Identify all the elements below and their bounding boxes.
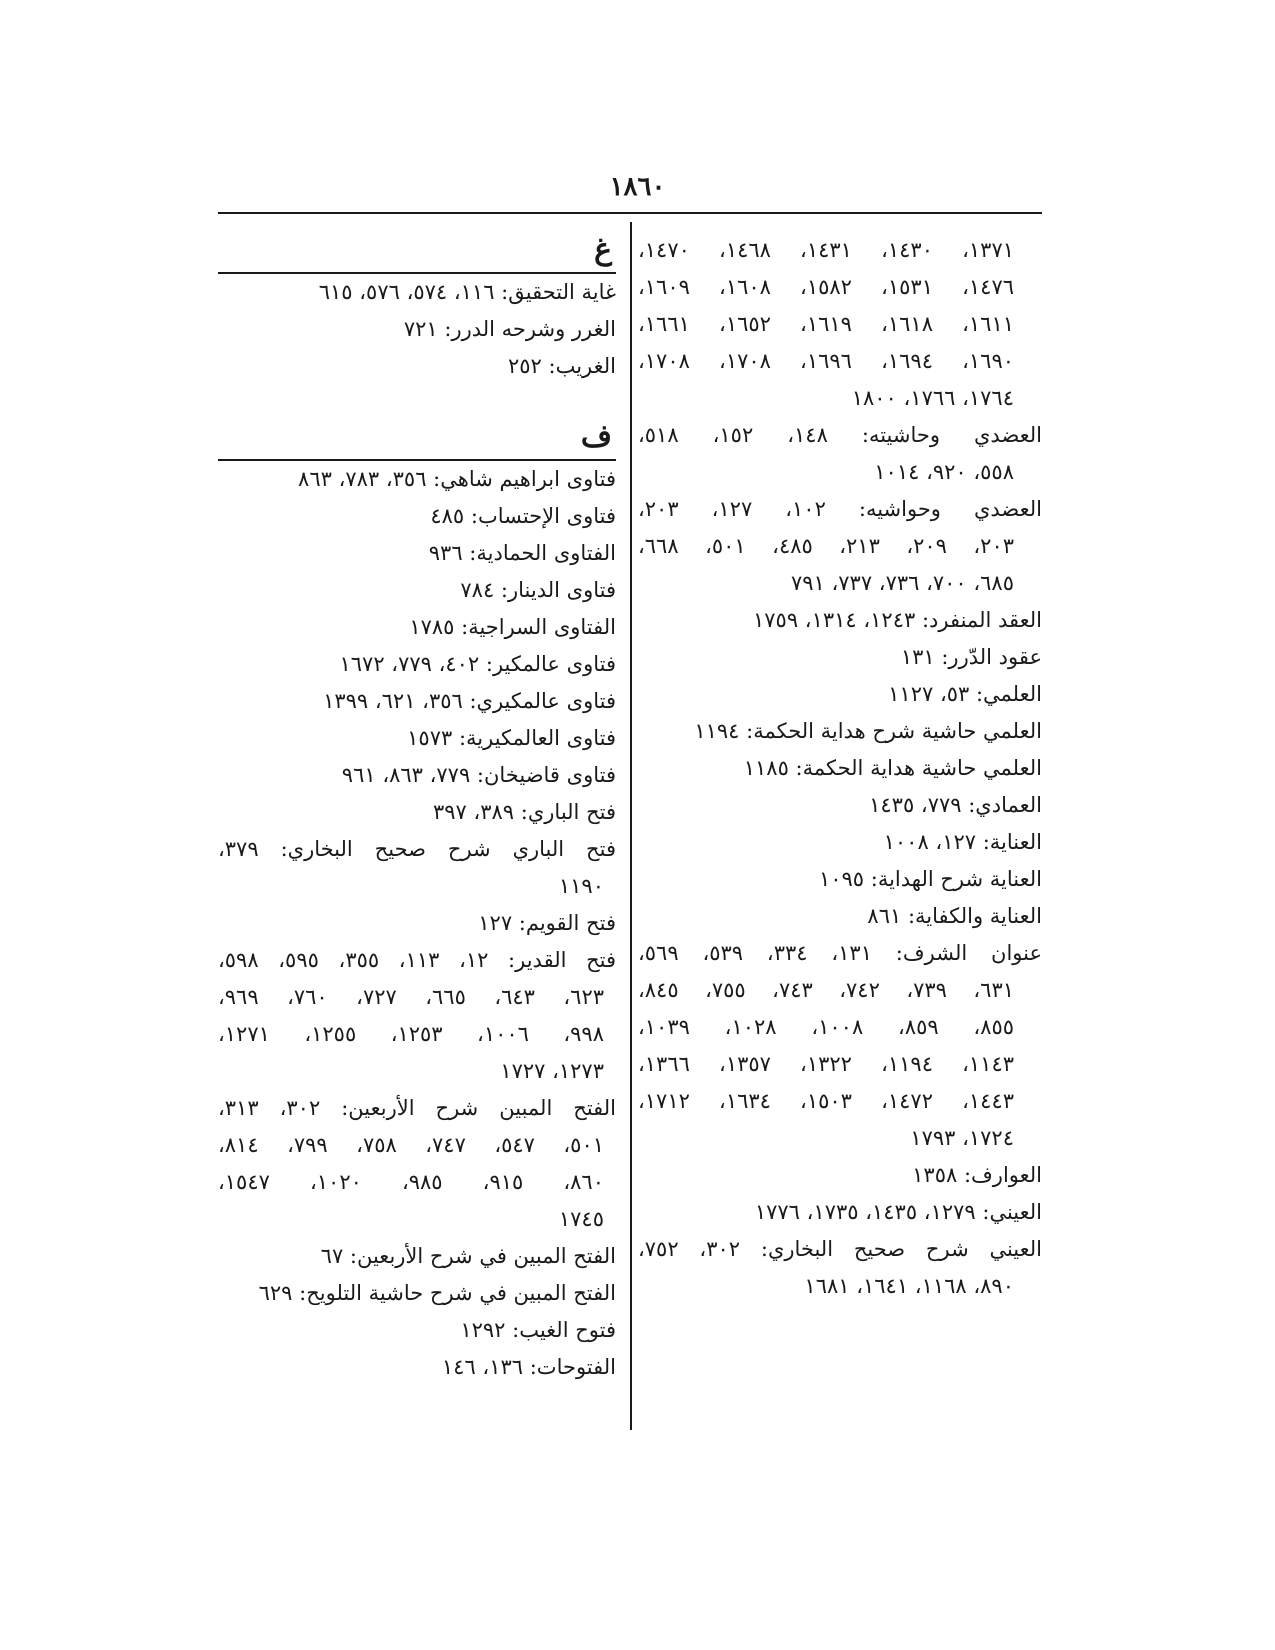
index-entry: العيني شرح صحيح البخاري: ٣٠٢، ٧٥٢، (638, 1237, 1043, 1261)
index-entry: فتح الباري: ٣٨٩، ٣٩٧ (432, 800, 616, 824)
index-line: ١٦١١، ١٦١٨، ١٦١٩، ١٦٥٢، ١٦٦١، (638, 312, 1015, 336)
index-entry: فتح الباري شرح صحيح البخاري: ٣٧٩، (218, 837, 616, 861)
index-entry: الفتاوى السراجية: ١٧٨٥ (409, 615, 616, 639)
index-line: ٦٣١، ٧٣٩، ٧٤٢، ٧٤٣، ٧٥٥، ٨٤٥، (638, 978, 1015, 1002)
index-entry: العمادي: ٧٧٩، ١٤٣٥ (869, 793, 1042, 817)
index-line: ٦٨٥، ٧٠٠، ٧٣٦، ٧٣٧، ٧٩١ (790, 571, 1014, 595)
header-rule (218, 212, 1042, 214)
left-column (218, 232, 616, 1386)
index-entry: العلمي حاشية هداية الحكمة: ١١٨٥ (743, 756, 1042, 780)
index-line: ١٢٧٣، ١٧٢٧ (500, 1059, 604, 1083)
index-line: ٨٦٠، ٩١٥، ٩٨٥، ١٠٢٠، ١٥٤٧، (218, 1170, 604, 1194)
index-entry: العناية: ١٢٧، ١٠٠٨ (883, 830, 1042, 854)
index-line: ١٧٦٤، ١٧٦٦، ١٨٠٠ (851, 386, 1014, 410)
index-entry: الغرر وشرحه الدرر: ٧٢١ (403, 317, 616, 341)
index-line: ١٤٤٣، ١٤٧٢، ١٥٠٣، ١٦٣٤، ١٧١٢، (638, 1089, 1015, 1113)
index-entry: فتاوى عالمكير: ٤٠٢، ٧٧٩، ١٦٧٢ (339, 652, 616, 676)
index-entry: فتح القدير: ١٢، ١١٣، ٣٥٥، ٥٩٥، ٥٩٨، (218, 948, 617, 972)
index-line: ٨٩٠، ١١٦٨، ١٦٤١، ١٦٨١ (804, 1274, 1014, 1298)
index-entry: فتح القويم: ١٢٧ (478, 911, 616, 935)
index-entry: فتاوى الدينار: ٧٨٤ (460, 578, 616, 602)
index-entry: الفتوحات: ١٣٦، ١٤٦ (441, 1355, 616, 1379)
index-entry: عنوان الشرف: ١٣١، ٣٣٤، ٥٣٩، ٥٦٩، (638, 941, 1043, 965)
index-line: ٥٥٨، ٩٢٠، ١٠١٤ (874, 460, 1014, 484)
index-entry: فتوح الغيب: ١٢٩٢ (460, 1318, 616, 1342)
index-line: ١٤٧٦، ١٥٣١، ١٥٨٢، ١٦٠٨، ١٦٠٩، (638, 275, 1015, 299)
right-column (638, 232, 1042, 1305)
index-line: ٨٥٥، ٨٥٩، ١٠٠٨، ١٠٢٨، ١٠٣٩، (638, 1015, 1015, 1039)
index-entry: العلمي حاشية شرح هداية الحكمة: ١١٩٤ (694, 719, 1042, 743)
index-entry: العقد المنفرد: ١٢٤٣، ١٣١٤، ١٧٥٩ (753, 608, 1042, 632)
index-entry: الفتح المبين شرح الأربعين: ٣٠٢، ٣١٣، (218, 1096, 617, 1120)
index-line: ١٧٤٥ (558, 1207, 604, 1231)
index-entry: فتاوى قاضيخان: ٧٧٩، ٨٦٣، ٩٦١ (341, 763, 616, 787)
index-entry: العيني: ١٢٧٩، ١٤٣٥، ١٧٣٥، ١٧٧٦ (754, 1200, 1042, 1224)
index-line: ١٧٢٤، ١٧٩٣ (910, 1126, 1014, 1150)
section-letter-fa: ف (218, 419, 616, 461)
index-entry: فتاوى عالمكيري: ٣٥٦، ٦٢١، ١٣٩٩ (323, 689, 616, 713)
index-line: ٢٠٣، ٢٠٩، ٢١٣، ٤٨٥، ٥٠١، ٦٦٨، (638, 534, 1015, 558)
index-line: ١٦٩٠، ١٦٩٤، ١٦٩٦، ١٧٠٨، ١٧٠٨، (638, 349, 1015, 373)
index-entry: العلمي: ٥٣، ١١٢٧ (888, 682, 1042, 706)
index-line: ١٣٧١، ١٤٣٠، ١٤٣١، ١٤٦٨، ١٤٧٠، (638, 238, 1015, 262)
index-entry: غاية التحقيق: ١١٦، ٥٧٤، ٥٧٦، ٦١٥ (318, 280, 616, 304)
index-line: ٥٠١، ٥٤٧، ٧٤٧، ٧٥٨، ٧٩٩، ٨١٤، (218, 1133, 605, 1157)
index-entry: العضدي وحاشيته: ١٤٨، ١٥٢، ٥١٨، (638, 423, 1043, 447)
section-spacer (218, 385, 616, 419)
index-line: ١١٩٠ (558, 874, 604, 898)
index-entry: فتاوى ابراهيم شاهي: ٣٥٦، ٧٨٣، ٨٦٣ (298, 467, 616, 491)
index-entry: العوارف: ١٣٥٨ (912, 1163, 1042, 1187)
index-entry: العضدي وحواشيه: ١٠٢، ١٢٧، ٢٠٣، (638, 497, 1042, 521)
index-entry: فتاوى العالمكيرية: ١٥٧٣ (407, 726, 616, 750)
section-letter-ghain: غ (218, 232, 616, 274)
index-line: ٦٢٣، ٦٤٣، ٦٦٥، ٧٢٧، ٧٦٠، ٩٦٩، (218, 985, 605, 1009)
index-entry: الغريب: ٢٥٢ (507, 354, 616, 378)
column-divider (630, 222, 632, 1430)
page-number: ١٨٦٠ (609, 172, 666, 202)
index-line: ١١٤٣، ١١٩٤، ١٣٢٢، ١٣٥٧، ١٣٦٦، (638, 1052, 1015, 1076)
index-entry: الفتاوى الحمادية: ٩٣٦ (428, 541, 616, 565)
index-entry: العناية شرح الهداية: ١٠٩٥ (818, 867, 1042, 891)
index-line: ٩٩٨، ١٠٠٦، ١٢٥٣، ١٢٥٥، ١٢٧١، (218, 1022, 604, 1046)
index-entry: عقود الدّرر: ١٣١ (900, 645, 1042, 669)
index-entry: فتاوى الإحتساب: ٤٨٥ (430, 504, 616, 528)
index-entry: العناية والكفاية: ٨٦١ (867, 904, 1042, 928)
index-entry: الفتح المبين في شرح حاشية التلويح: ٦٢٩ (258, 1281, 616, 1305)
index-entry: الفتح المبين في شرح الأربعين: ٦٧ (320, 1244, 616, 1268)
